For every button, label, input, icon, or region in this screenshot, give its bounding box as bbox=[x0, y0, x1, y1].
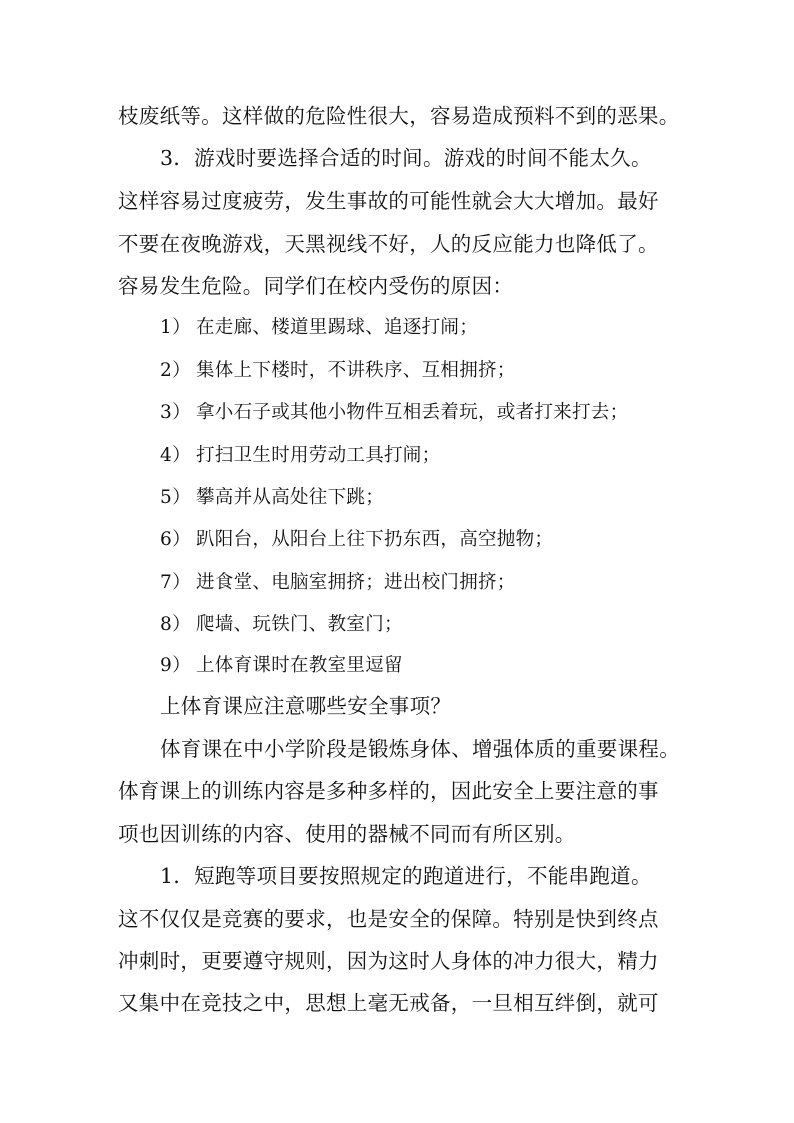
list-item-number: 5） bbox=[160, 487, 191, 508]
list-item-number: 9） bbox=[160, 655, 191, 676]
paragraph-line: 冲刺时，更要遵守规则，因为这时人身体的冲力很大，精力 bbox=[118, 949, 659, 973]
list-item-text: 集体上下楼时，不讲秩序、互相拥挤； bbox=[196, 360, 516, 381]
paragraph-line: 又集中在竞技之中，思想上毫无戒备，一旦相互绊倒，就可 bbox=[118, 991, 659, 1015]
list-item-number: 8） bbox=[160, 614, 191, 635]
paragraph-line: 枝废纸等。这样做的危险性很大，容易造成预料不到的恶果。 bbox=[118, 104, 680, 128]
list-item bbox=[160, 607, 760, 643]
list-item bbox=[160, 565, 760, 601]
list-item-text: 趴阳台，从阳台上往下扔东西，高空抛物； bbox=[196, 529, 554, 550]
list-item-text: 在走廊、楼道里踢球、追逐打闹； bbox=[196, 317, 479, 338]
list-item-number: 7） bbox=[160, 572, 191, 593]
list-item-text: 攀高并从高处往下跳； bbox=[196, 487, 385, 508]
list-item bbox=[160, 310, 760, 346]
paragraph-line: 这不仅仅是竞赛的要求，也是安全的保障。特别是快到终点 bbox=[118, 907, 659, 931]
paragraph-line: 体育课上的训练内容是多种多样的，因此安全上要注意的事 bbox=[118, 779, 659, 803]
list-item-text: 上体育课时在教室里逗留 bbox=[196, 655, 403, 676]
paragraph-line: 不要在夜晚游戏，天黑视线不好，人的反应能力也降低了。 bbox=[118, 232, 659, 256]
paragraph-line: 这样容易过度疲劳，发生事故的可能性就会大大增加。最好 bbox=[118, 189, 659, 213]
list-item-text: 进食堂、电脑室拥挤；进出校门拥挤； bbox=[196, 572, 516, 593]
list-item-number: 4） bbox=[160, 445, 191, 466]
list-item-number: 3） bbox=[160, 402, 191, 423]
list-item bbox=[160, 522, 760, 558]
list-item bbox=[160, 438, 760, 474]
paragraph-line: 容易发生危险。同学们在校内受伤的原因： bbox=[118, 274, 514, 298]
paragraph-line: 体育课在中小学阶段是锻炼身体、增强体质的重要课程。 bbox=[160, 737, 680, 761]
list-item-text: 打扫卫生时用劳动工具打闹； bbox=[196, 445, 441, 466]
list-item-number: 2） bbox=[160, 360, 191, 381]
list-item-text: 爬墙、玩铁门、教室门； bbox=[196, 614, 403, 635]
section-heading: 上体育课应注意哪些安全事项？ bbox=[160, 694, 452, 718]
paragraph-line: 项也因训练的内容、使用的器械不同而有所区别。 bbox=[118, 822, 576, 846]
list-item bbox=[160, 648, 760, 684]
paragraph-line: 3．游戏时要选择合适的时间。游戏的时间不能太久。 bbox=[160, 146, 652, 170]
list-item-number: 1） bbox=[160, 317, 191, 338]
list-item bbox=[160, 353, 760, 389]
list-item-text: 拿小石子或其他小物件互相丢着玩，或者打来打去； bbox=[196, 402, 629, 423]
list-item bbox=[160, 480, 760, 516]
paragraph-line: 1．短跑等项目要按照规定的跑道进行，不能串跑道。 bbox=[160, 864, 652, 888]
list-item bbox=[160, 395, 760, 431]
list-item-number: 6） bbox=[160, 529, 191, 550]
